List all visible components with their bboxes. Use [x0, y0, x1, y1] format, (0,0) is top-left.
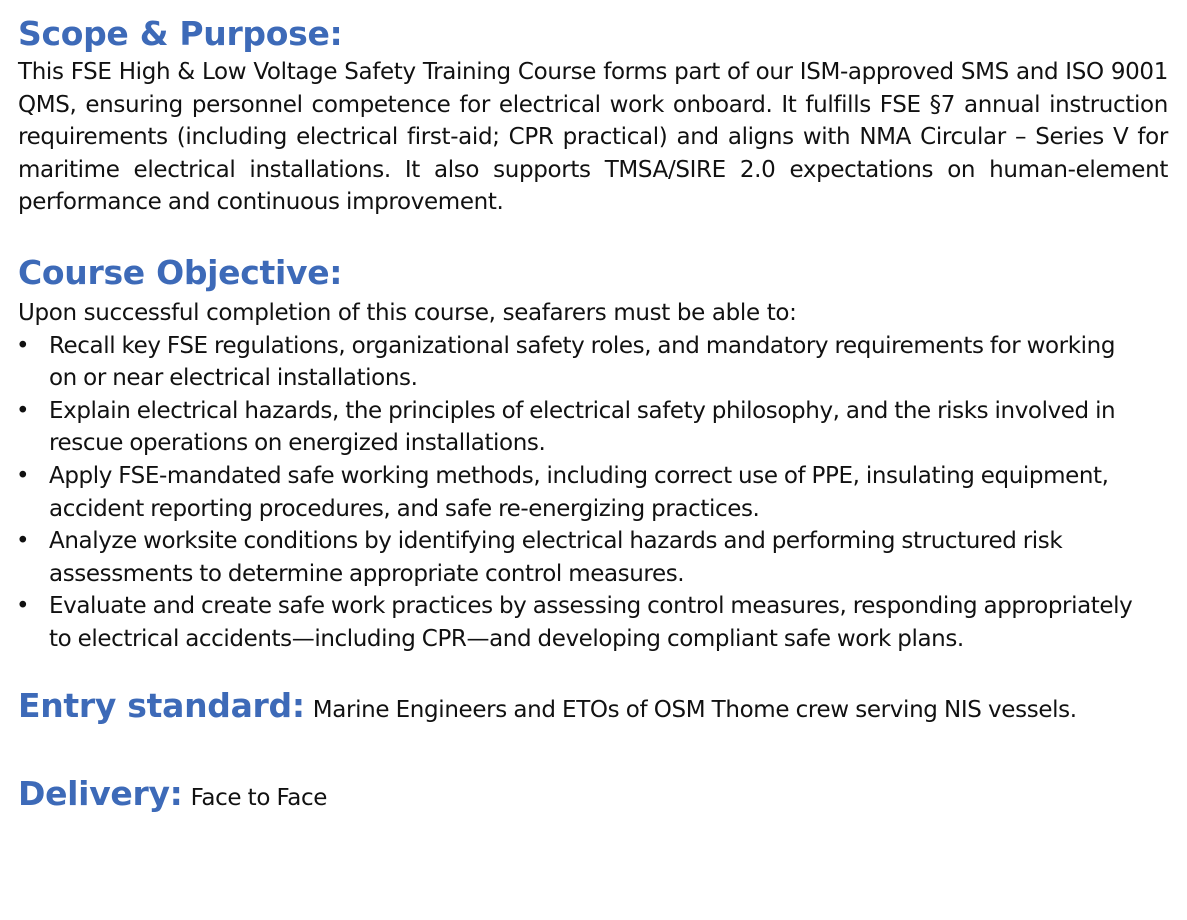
delivery-section	[18, 772, 1168, 816]
list-item	[18, 525, 1168, 590]
entry-section	[18, 684, 1168, 728]
delivery-value: Face to Face	[190, 784, 328, 811]
scope-paragraph: This FSE High & Low Voltage Safety Training Course forms part of our ISM-approved SMS and ISO 9001 QMS, ensuring personnel competence for electrical work onboard. It fulfills FSE §7 annual instruction requirements (including electrical first-aid; CPR practical) and aligns with NMA Circular – Series V for maritime electrical installations. It also supports TMSA/SIRE 2.0 expectations on human-element performance and continuous improvement.	[18, 59, 1168, 216]
entry-value: Marine Engineers and ETOs of OSM Thome crew serving NIS vessels.	[312, 696, 1077, 723]
scope-heading: Scope & Purpose:	[18, 14, 343, 53]
list-item	[18, 330, 1168, 395]
list-item	[18, 590, 1168, 655]
list-item	[18, 460, 1168, 525]
objective-text: Evaluate and create safe work practices by assessing control measures, responding appropriately to electrical accidents—including CPR—and developing compliant safe work plans.	[49, 593, 1133, 652]
bullet-icon: •	[16, 528, 30, 555]
objective-intro: Upon successful completion of this course, seafarers must be able to:	[18, 299, 797, 326]
objective-heading: Course Objective:	[18, 252, 343, 292]
bullet-icon: •	[16, 593, 30, 620]
objective-text: Analyze worksite conditions by identifying electrical hazards and performing structured risk assessments to determine appropriate control measures.	[49, 528, 1063, 587]
bullet-icon: •	[16, 397, 30, 424]
entry-heading: Entry standard:	[18, 685, 305, 725]
scope-section	[18, 12, 1168, 219]
objective-list	[18, 330, 1168, 656]
objective-text: Apply FSE-mandated safe working methods, including correct use of PPE, insulating equipment, accident reporting procedures, and safe re-energizing practices.	[49, 462, 1109, 522]
objective-text: Recall key FSE regulations, organizational safety roles, and mandatory requirements for working on or near electrical installations.	[49, 332, 1116, 392]
document	[18, 12, 1168, 816]
delivery-heading: Delivery:	[18, 773, 183, 813]
bullet-icon: •	[16, 332, 30, 359]
objective-section	[18, 251, 1168, 656]
bullet-icon: •	[16, 462, 30, 489]
objective-text: Explain electrical hazards, the principles of electrical safety philosophy, and the risks involved in rescue operations on energized installations.	[49, 397, 1116, 457]
list-item	[18, 395, 1168, 460]
